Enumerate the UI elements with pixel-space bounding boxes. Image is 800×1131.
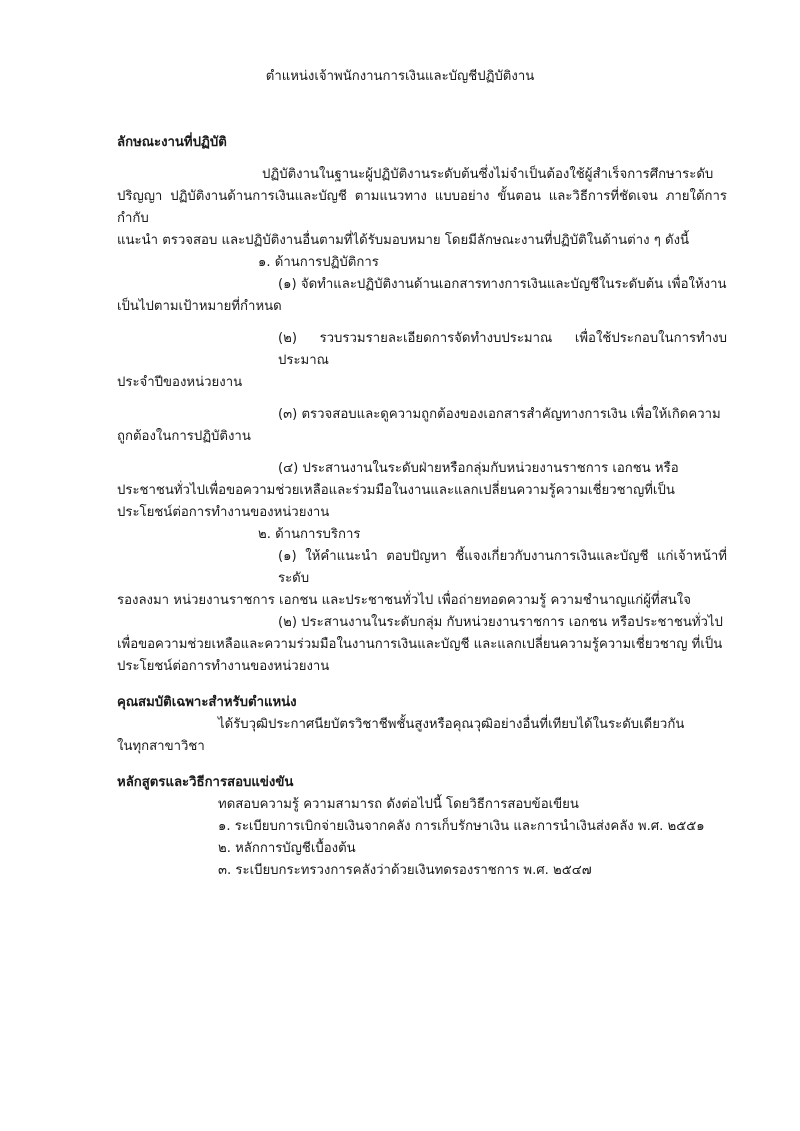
section-heading-qualifications: คุณสมบัติเฉพาะสำหรับตำแหน่ง xyxy=(117,695,297,710)
list-item-continued: รองลงมา หน่วยงานราชการ เอกชน และประชาชนทั่วไป เพื่อถ่ายทอดความรู้ ความชำนาญแก่ผู้ที่สนใจ xyxy=(117,593,691,608)
list-item-continued: เป็นไปตามเป้าหมายที่กำหนด xyxy=(117,299,282,314)
exam-topic: ๑. ระเบียบการเบิกจ่ายเงินจากคลัง การเก็บรักษาเงิน และการนำเงินส่งคลัง พ.ศ. ๒๕๕๑ xyxy=(218,819,705,834)
list-item-continued: ประชาชนทั่วไปเพื่อขอความช่วยเหลือและร่วมมือในงานและแลกเปลี่ยนความรู้ความเชี่ยวชาญที่เป็น xyxy=(117,483,675,498)
list-item-continued: ประโยชน์ต่อการทำงานของหน่วยงาน xyxy=(117,505,330,520)
list-item-continued: เพื่อขอความช่วยเหลือและความร่วมมือในงานการเงินและบัญชี และแลกเปลี่ยนความรู้ความเชี่ยวชาญ ที่เป็น xyxy=(117,637,723,652)
paragraph-line: ทดสอบความรู้ ความสามารถ ดังต่อไปนี้ โดยวิธีการสอบข้อเขียน xyxy=(218,797,579,812)
list-item: (๒) รวบรวมรายละเอียดการจัดทำงบประมาณ เพื่อใช้ประกอบในการทำงบประมาณ xyxy=(278,331,727,368)
paragraph-line: ปริญญา ปฏิบัติงานด้านการเงินและบัญชี ตามแนวทาง แบบอย่าง ขั้นตอน และวิธีการที่ชัดเจน ภายใต้การกำกับ xyxy=(117,189,727,226)
exam-topic: ๒. หลักการบัญชีเบื้องต้น xyxy=(218,841,356,856)
list-item: (๑) จัดทำและปฏิบัติงานด้านเอกสารทางการเงินและบัญชีในระดับต้น เพื่อให้งาน xyxy=(278,277,727,292)
list-item: (๑) ให้คำแนะนำ ตอบปัญหา ชี้แจงเกี่ยวกับงานการเงินและบัญชี แก่เจ้าหน้าที่ระดับ xyxy=(278,549,727,586)
list-item-continued: ประจำปีของหน่วยงาน xyxy=(117,375,243,390)
list-item: (๓) ตรวจสอบและดูความถูกต้องของเอกสารสำคัญทางการเงิน เพื่อให้เกิดความ xyxy=(278,407,721,422)
list-item: (๒) ประสานงานในระดับกลุ่ม กับหน่วยงานราชการ เอกชน หรือประชาชนทั่วไป xyxy=(278,615,723,630)
section-heading-job-nature: ลักษณะงานที่ปฏิบัติ xyxy=(117,135,227,150)
paragraph-line: ได้รับวุฒิประกาศนียบัตรวิชาชีพชั้นสูงหรือคุณวุฒิอย่างอื่นที่เทียบได้ในระดับเดียวกัน xyxy=(218,717,685,732)
list-item-continued: ประโยชน์ต่อการทำงานของหน่วยงาน xyxy=(117,659,330,674)
subsection-heading: ๒. ด้านการบริการ xyxy=(258,527,361,542)
paragraph-line: ปฏิบัติงานในฐานะผู้ปฏิบัติงานระดับต้นซึ่งไม่จำเป็นต้องใช้ผู้สำเร็จการศึกษาระดับ xyxy=(262,167,714,182)
subsection-heading: ๑. ด้านการปฏิบัติการ xyxy=(258,255,379,270)
exam-topic: ๓. ระเบียบกระทรวงการคลังว่าด้วยเงินทดรองราชการ พ.ศ. ๒๕๔๗ xyxy=(218,863,592,878)
section-heading-exam: หลักสูตรและวิธีการสอบแข่งขัน xyxy=(117,775,294,790)
list-item-continued: ถูกต้องในการปฏิบัติงาน xyxy=(117,429,251,444)
paragraph-line: แนะนำ ตรวจสอบ และปฏิบัติงานอื่นตามที่ได้รับมอบหมาย โดยมีลักษณะงานที่ปฏิบัติในด้านต่าง ๆ ดังนี้ xyxy=(117,233,690,248)
paragraph-line: ในทุกสาขาวิชา xyxy=(117,739,205,754)
list-item: (๔) ประสานงานในระดับฝ่ายหรือกลุ่มกับหน่วยงานราชการ เอกชน หรือ xyxy=(278,461,679,476)
document-title: ตำแหน่งเจ้าพนักงานการเงินและบัญชีปฏิบัติงาน xyxy=(265,69,535,84)
